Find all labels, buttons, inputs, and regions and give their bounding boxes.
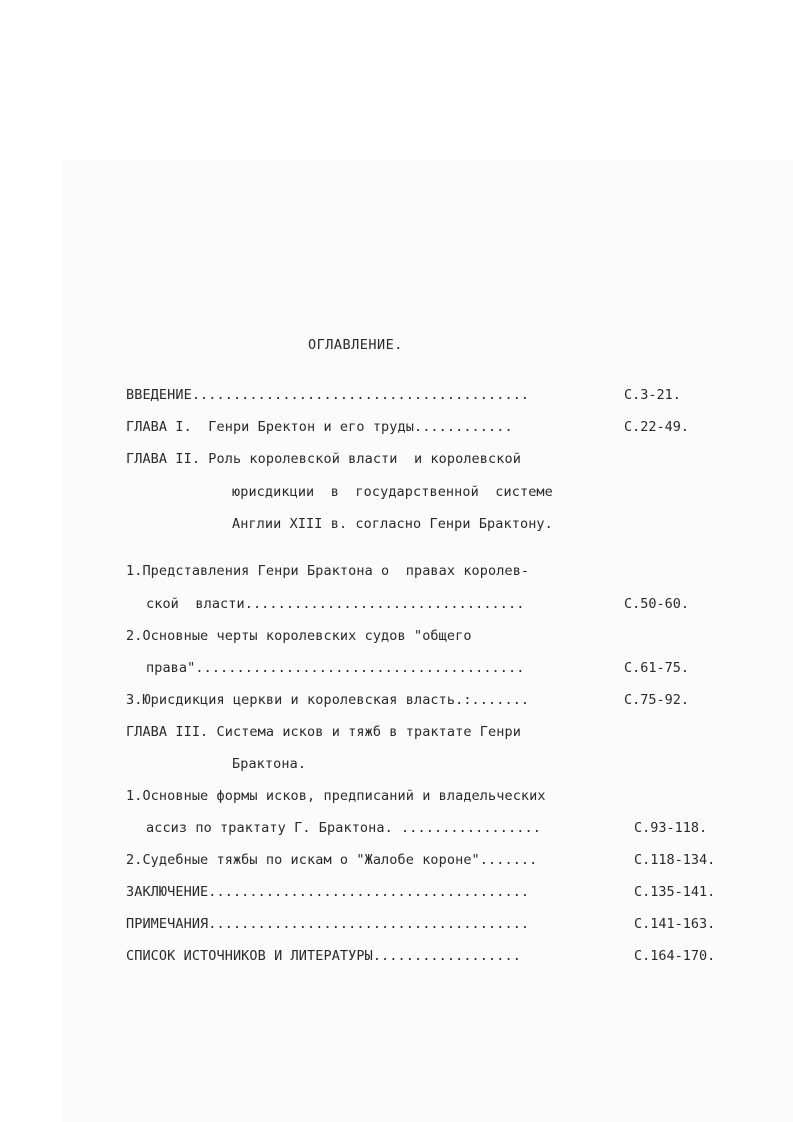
toc-page-2-2: С.61-75. [624,660,690,676]
toc-entry-3-2: 2.Судебные тяжбы по искам о "Жалобе короне"....... [126,852,538,868]
toc-page-3-1: С.93-118. [634,820,708,836]
toc-page-conclusion: С.135-141. [634,884,716,900]
toc-entry-chapter-1: ГЛАВА I. Генри Бректон и его труды............ [126,419,513,435]
toc-page-3-2: С.118-134. [634,852,716,868]
toc-entry-chapter-2-line-3: Англии XIII в. согласно Генри Брактону. [232,516,553,532]
toc-entry-2-1: 1.Представления Генри Брактона о правах королев- [126,563,530,579]
toc-entry-chapter-3: ГЛАВА III. Система исков и тяжб в трактате Генри [126,724,521,740]
toc-entry-3-1-line-2: ассиз по трактату Г. Брактона. ................. [146,820,541,836]
toc-entry-introduction: ВВЕДЕНИЕ......................................... [126,387,530,403]
toc-page-introduction: С.3-21. [624,387,681,403]
toc-entry-3-1: 1.Основные формы исков, предписаний и владельческих [126,788,546,804]
toc-entry-conclusion: ЗАКЛЮЧЕНИЕ....................................... [126,884,530,900]
toc-page-2-3: С.75-92. [624,692,690,708]
toc-entry-2-2-line-2: права"........................................ [146,660,525,676]
toc-page-notes: С.141-163. [634,916,716,932]
toc-page-2-1: С.50-60. [624,596,690,612]
toc-entry-chapter-2: ГЛАВА II. Роль королевской власти и королевской [126,451,521,467]
toc-entry-chapter-3-line-2: Брактона. [232,756,307,772]
toc-entry-chapter-2-line-2: юрисдикции в государственной системе [232,484,553,500]
toc-entry-2-3: 3.Юрисдикция церкви и королевская власть.:....... [126,692,530,708]
toc-page-chapter-1: С.22-49. [624,419,690,435]
toc-page-bibliography: С.164-170. [634,948,716,964]
toc-entry-bibliography: СПИСОК ИСТОЧНИКОВ И ЛИТЕРАТУРЫ.................. [126,948,521,964]
toc-entry-2-1-line-2: ской власти.................................. [146,596,525,612]
toc-entry-2-2: 2.Основные черты королевских судов "общего [126,628,472,644]
toc-entry-notes: ПРИМЕЧАНИЯ....................................... [126,916,530,932]
toc-title: ОГЛАВЛЕНИЕ. [308,337,403,353]
